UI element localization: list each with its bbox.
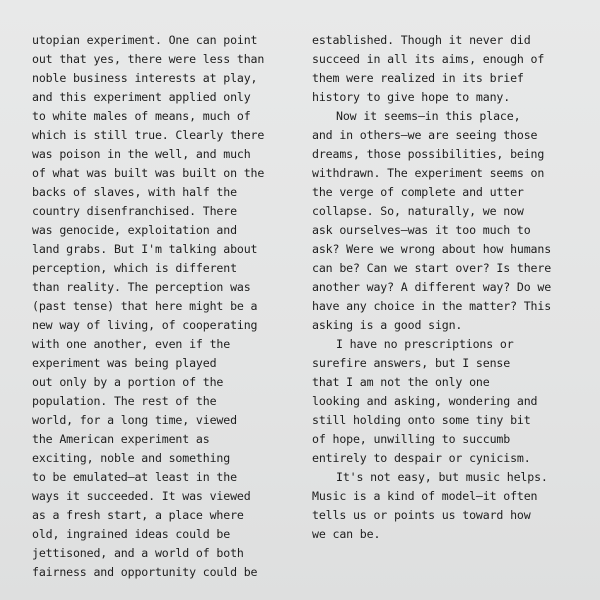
text-line: of what was built was built on the [32, 166, 265, 180]
text-line: of hope, unwilling to succumb [312, 432, 511, 446]
text-line: jettisoned, and a world of both [32, 546, 244, 560]
text-line: out only by a portion of the [32, 375, 224, 389]
text-line: I have no prescriptions or [336, 337, 514, 351]
text-line: than reality. The perception was [32, 280, 251, 294]
text-line: them were realized in its brief [312, 71, 524, 85]
text-line: ways it succeeded. It was viewed [32, 489, 251, 503]
text-line: surefire answers, but I sense [312, 356, 511, 370]
text-line: can be? Can we start over? Is there [312, 261, 552, 275]
text-line: It's not easy, but music helps. [336, 470, 548, 484]
text-line: to white males of means, much of [32, 109, 251, 123]
text-line: still holding onto some tiny bit [312, 413, 531, 427]
text-line: Now it seems—in this place, [336, 109, 521, 123]
text-line: succeed in all its aims, enough of [312, 52, 545, 66]
text-line: land grabs. But I'm talking about [32, 242, 258, 256]
text-line: that I am not the only one [312, 375, 490, 389]
text-line: the verge of complete and utter [312, 185, 524, 199]
text-line: was poison in the well, and much [32, 147, 251, 161]
text-line: fairness and opportunity could be [32, 565, 258, 579]
text-line: Music is a kind of model—it often [312, 489, 538, 503]
text-line: noble business interests at play, [32, 71, 258, 85]
text-line: have any choice in the matter? This [312, 299, 552, 313]
text-line: asking is a good sign. [312, 318, 463, 332]
text-line: perception, which is different [32, 261, 237, 275]
text-line: out that yes, there were less than [32, 52, 265, 66]
text-line: country disenfranchised. There [32, 204, 237, 218]
text-line: (past tense) that here might be a [32, 299, 258, 313]
text-line: ask? Were we wrong about how humans [312, 242, 552, 256]
text-line: the American experiment as [32, 432, 210, 446]
text-line: ask ourselves—was it too much to [312, 223, 531, 237]
text-line: utopian experiment. One can point [32, 33, 258, 47]
text-line: to be emulated—at least in the [32, 470, 237, 484]
text-line: backs of slaves, with half the [32, 185, 237, 199]
text-line: looking and asking, wondering and [312, 394, 538, 408]
text-line: was genocide, exploitation and [32, 223, 237, 237]
text-line: tells us or points us toward how [312, 508, 531, 522]
text-line: world, for a long time, viewed [32, 413, 237, 427]
text-line: as a fresh start, a place where [32, 508, 244, 522]
text-line: new way of living, of cooperating [32, 318, 258, 332]
text-line: we can be. [312, 527, 381, 541]
text-line: exciting, noble and something [32, 451, 231, 465]
text-line: another way? A different way? Do we [312, 280, 552, 294]
text-line: entirely to despair or cynicism. [312, 451, 531, 465]
text-line: established. Though it never did [312, 33, 531, 47]
text-line: which is still true. Clearly there [32, 128, 265, 142]
left-text-column [32, 31, 294, 582]
text-line: and in others—we are seeing those [312, 128, 538, 142]
text-line: old, ingrained ideas could be [32, 527, 231, 541]
text-line: experiment was being played [32, 356, 217, 370]
text-line: history to give hope to many. [312, 90, 511, 104]
text-line: population. The rest of the [32, 394, 217, 408]
text-line: collapse. So, naturally, we now [312, 204, 524, 218]
text-line: with one another, even if the [32, 337, 231, 351]
text-line: and this experiment applied only [32, 90, 251, 104]
text-line: dreams, those possibilities, being [312, 147, 545, 161]
right-text-column [312, 31, 582, 544]
text-line: withdrawn. The experiment seems on [312, 166, 545, 180]
